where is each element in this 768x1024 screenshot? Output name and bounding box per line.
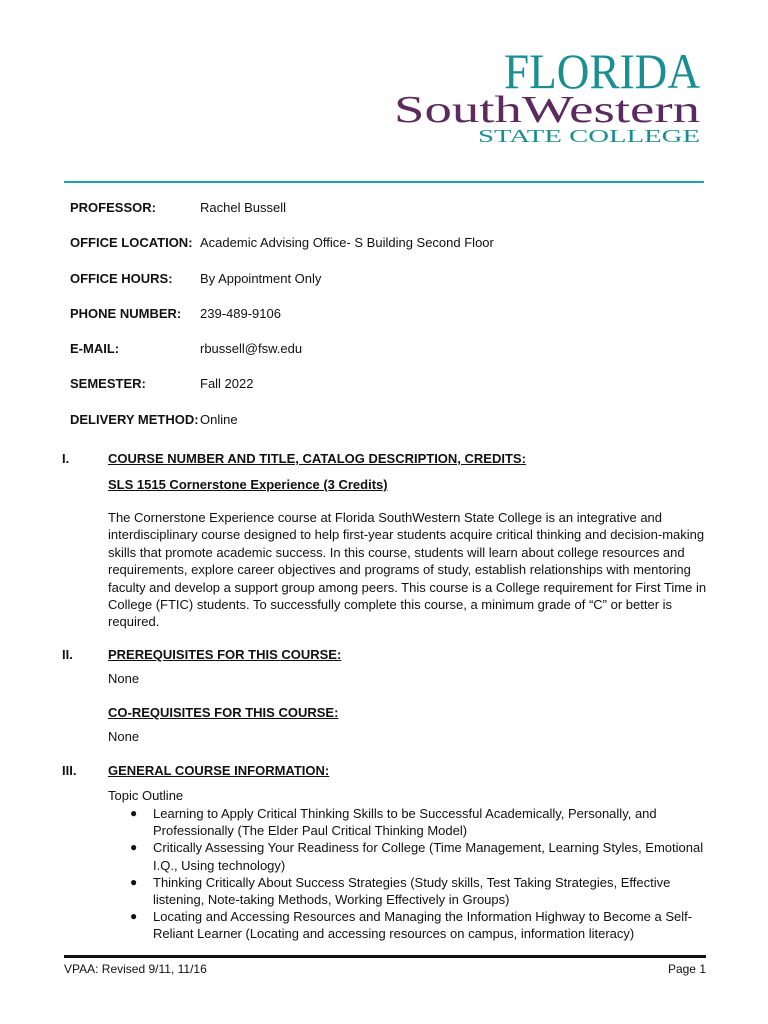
- info-row-professor: [70, 200, 494, 235]
- info-value: rbussell@fsw.edu: [200, 341, 303, 357]
- logo-southwestern: SouthWestern: [394, 89, 700, 131]
- info-label: E-MAIL:: [70, 341, 120, 357]
- corequisites-title: CO-REQUISITES FOR THIS COURSE:: [108, 705, 339, 720]
- logo-state-college: STATE COLLEGE: [478, 126, 701, 146]
- info-value: Academic Advising Office- S Building Second Floor: [200, 235, 494, 251]
- info-row-office-location: [70, 235, 494, 270]
- section-title: PREREQUISITES FOR THIS COURSE:: [108, 647, 342, 662]
- info-row-delivery-method: [70, 412, 494, 447]
- corequisites-value: None: [108, 729, 140, 744]
- topic-outline-label: Topic Outline: [108, 788, 184, 803]
- bullet-icon: ●: [130, 874, 138, 889]
- list-item: [108, 908, 713, 942]
- logo-florida: FLORIDA: [504, 46, 700, 99]
- info-row-office-hours: [70, 271, 494, 306]
- footer-revision: VPAA: Revised 9/11, 11/16: [64, 962, 207, 976]
- info-value: 239-489-9106: [200, 305, 281, 321]
- topic-list: [108, 805, 713, 943]
- list-item: [108, 874, 713, 908]
- page-number: Page 1: [667, 962, 706, 976]
- topic-list-container: [108, 805, 713, 943]
- college-logo-mark: [384, 46, 704, 146]
- info-row-email: [70, 341, 494, 376]
- contact-info: [70, 200, 494, 447]
- bullet-icon: ●: [130, 909, 138, 924]
- info-label: DELIVERY METHOD:: [70, 411, 199, 427]
- bullet-icon: ●: [130, 806, 138, 820]
- topic-text: Learning to Apply Critical Thinking Skills to be Successful Academically, Personally, and Professionally (The Elder Paul Critical Thinking Model): [153, 806, 657, 839]
- course-title: SLS 1515 Cornerstone Experience (3 Credits): [108, 477, 388, 492]
- info-value: Rachel Bussell: [200, 200, 286, 215]
- section-number: III.: [62, 763, 77, 778]
- topic-text: Thinking Critically About Success Strategies (Study skills, Test Taking Strategies, Effective listening, Note-taking Methods, Working Effectively in Groups): [153, 874, 671, 908]
- list-item: [108, 805, 713, 839]
- section-title: COURSE NUMBER AND TITLE, CATALOG DESCRIPTION, CREDITS:: [108, 451, 526, 466]
- info-value: By Appointment Only: [200, 270, 322, 286]
- info-value: Fall 2022: [200, 376, 254, 392]
- section-title: GENERAL COURSE INFORMATION:: [108, 763, 330, 778]
- list-item: [108, 839, 713, 873]
- info-label: OFFICE LOCATION:: [70, 235, 193, 251]
- topic-text: Critically Assessing Your Readiness for College (Time Management, Learning Styles, Emotional I.Q., Using technology): [153, 840, 704, 873]
- info-row-phone: [70, 306, 494, 341]
- topic-text: Locating and Accessing Resources and Managing the Information Highway to Become a Self-Reliant Learner (Locating and accessing resources on campus, information literacy): [153, 909, 693, 942]
- info-label: SEMESTER:: [70, 376, 146, 392]
- info-row-semester: [70, 376, 494, 411]
- college-logo: [384, 46, 704, 146]
- info-label: PROFESSOR:: [70, 200, 156, 215]
- section-number: I.: [62, 451, 70, 466]
- info-label: PHONE NUMBER:: [70, 305, 182, 321]
- bullet-icon: ●: [130, 840, 138, 855]
- footer-divider: [64, 955, 706, 958]
- info-value: Online: [200, 411, 238, 427]
- header-divider: [64, 181, 704, 183]
- section-number: II.: [62, 647, 73, 662]
- info-label: OFFICE HOURS:: [70, 270, 173, 286]
- prerequisites-value: None: [108, 671, 140, 686]
- course-description: The Cornerstone Experience course at Florida SouthWestern State College is an integrative and interdisciplinary course designed to help first-year students acquire critical thinking and decision-making skills that promote academic success. In this course, students will learn about college resources and requirements, explore career objectives and programs of study, establish relationships with mentoring faculty and develop a support group among peers. This course is a College requirement for First Time in College (FTIC) students. To successfully complete this course, a minimum grade of “C” or better is required.: [108, 510, 707, 630]
